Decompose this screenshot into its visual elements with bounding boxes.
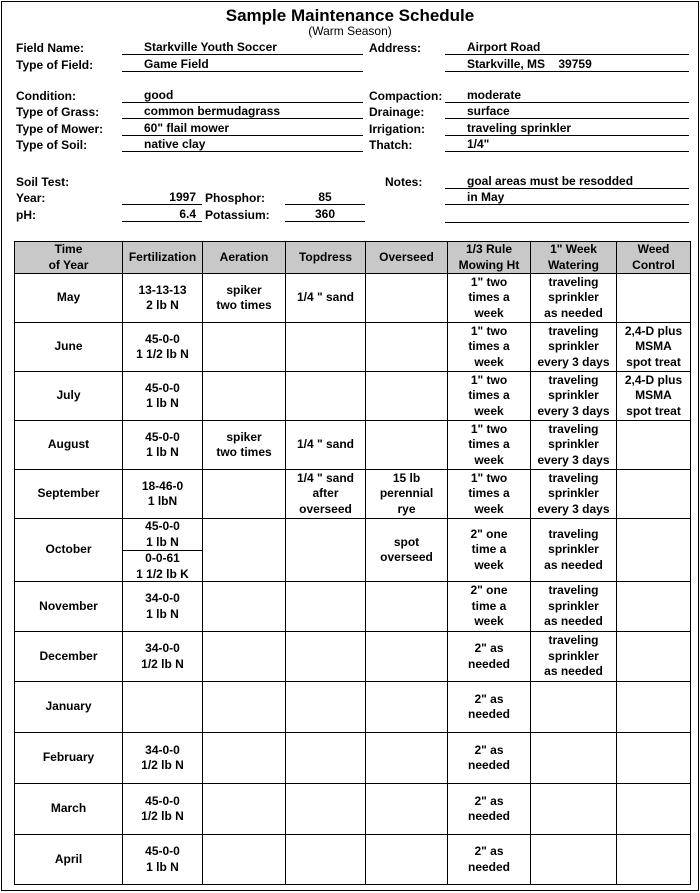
cell-month: July <box>15 372 123 421</box>
cell-mowing-height <box>448 470 531 519</box>
cell-mowing-height <box>448 519 531 582</box>
address-line1: Airport Road <box>445 40 689 55</box>
cell-topdress <box>286 323 366 372</box>
year-label: Year: <box>16 191 46 205</box>
cell-weed-control <box>617 470 691 519</box>
cell-weed-control <box>617 274 691 323</box>
mowing-height-text: 1" two times a week <box>468 274 510 320</box>
field-name-label: Field Name: <box>16 41 85 55</box>
cell-topdress <box>286 835 366 885</box>
cell-fertilization <box>123 784 203 835</box>
type-of-soil-label: Type of Soil: <box>16 138 88 152</box>
cell-month: January <box>15 682 123 733</box>
cell-aeration <box>203 632 286 682</box>
table-row <box>15 372 691 421</box>
mowing-height-text: 2" one time a week <box>470 583 508 629</box>
watering-text: traveling sprinkler every 3 days <box>537 421 610 467</box>
cell-watering <box>531 372 617 421</box>
cell-topdress <box>286 519 366 582</box>
cell-topdress <box>286 784 366 835</box>
table-row <box>15 323 691 372</box>
watering-text: traveling sprinkler as needed <box>544 583 603 629</box>
header-time-of-year: Time of Year <box>15 242 123 274</box>
cell-fertilization <box>123 519 203 582</box>
cell-weed-control <box>617 682 691 733</box>
fertilization-text: 34-0-0 1/2 lb N <box>141 742 184 772</box>
cell-topdress <box>286 733 366 784</box>
header-topdress: Topdress <box>286 242 366 274</box>
header-weed-control: Weed Control <box>617 242 691 274</box>
topdress-text: 1/4 " sand <box>296 437 355 452</box>
fertilization-text: 45-0-0 1/2 lb N <box>141 793 184 823</box>
page-title: Sample Maintenance Schedule <box>225 6 475 25</box>
cell-topdress <box>286 682 366 733</box>
cell-watering <box>531 682 617 733</box>
watering-text: traveling sprinkler as needed <box>544 526 603 572</box>
cell-month: March <box>15 784 123 835</box>
fertilization-text: 13-13-13 2 lb N <box>138 282 187 312</box>
table-row <box>15 582 691 632</box>
cell-watering <box>531 733 617 784</box>
cell-mowing-height <box>448 835 531 885</box>
fertilization-text: 34-0-0 1 lb N <box>145 591 180 621</box>
fertilization-text: 18-46-0 1 lbN <box>141 478 184 508</box>
drainage-value: surface <box>445 104 689 119</box>
cell-overseed <box>366 733 448 784</box>
cell-aeration <box>203 835 286 885</box>
type-of-mower-label: Type of Mower: <box>16 122 104 136</box>
compaction-label: Compaction: <box>369 89 443 103</box>
table-header-row <box>15 242 691 274</box>
watering-text: traveling sprinkler as needed <box>544 633 603 679</box>
type-of-soil-value: native clay <box>122 137 363 152</box>
cell-watering <box>531 274 617 323</box>
cell-watering <box>531 470 617 519</box>
header-overseed: Overseed <box>366 242 448 274</box>
cell-aeration <box>203 421 286 470</box>
cell-overseed <box>366 682 448 733</box>
cell-mowing-height <box>448 421 531 470</box>
cell-watering <box>531 784 617 835</box>
weed-control-text: 2,4-D plus MSMA spot treat <box>624 323 683 369</box>
cell-month: December <box>15 632 123 682</box>
table-row <box>15 632 691 682</box>
topdress-text: 1/4 " sand <box>296 290 355 305</box>
aeration-text: spiker two times <box>216 429 272 459</box>
type-of-mower-value: 60" flail mower <box>122 121 363 136</box>
fertilization-text: 45-0-0 1 lb N <box>145 519 180 549</box>
schedule-page <box>1 1 699 891</box>
cell-topdress <box>286 421 366 470</box>
cell-watering <box>531 323 617 372</box>
cell-weed-control <box>617 421 691 470</box>
header-watering: 1" Week Watering <box>531 242 617 274</box>
mowing-height-text: 1" two times a week <box>468 421 510 467</box>
cell-overseed <box>366 323 448 372</box>
cell-fertilization <box>123 632 203 682</box>
cell-topdress <box>286 582 366 632</box>
notes-line3 <box>445 221 689 223</box>
fertilization-text: 45-0-0 1 lb N <box>145 429 180 459</box>
overseed-text: 15 lb perennial rye <box>379 470 434 516</box>
ph-label: pH: <box>16 208 36 222</box>
mowing-height-text: 2" as needed <box>467 641 510 671</box>
cell-fertilization <box>123 835 203 885</box>
cell-aeration <box>203 372 286 421</box>
cell-aeration <box>203 519 286 582</box>
header-fertilization: Fertilization <box>123 242 203 274</box>
table-row <box>15 519 691 582</box>
cell-month: August <box>15 421 123 470</box>
mowing-height-text: 2" as needed <box>467 691 510 721</box>
cell-watering <box>531 582 617 632</box>
ph-value: 6.4 <box>122 207 202 222</box>
fertilization-text: 45-0-0 1 lb N <box>145 844 180 874</box>
cell-month: October <box>15 519 123 582</box>
compaction-value: moderate <box>445 88 689 103</box>
cell-mowing-height <box>448 582 531 632</box>
cell-weed-control <box>617 323 691 372</box>
cell-weed-control <box>617 519 691 582</box>
cell-weed-control <box>617 733 691 784</box>
cell-watering <box>531 421 617 470</box>
cell-topdress <box>286 632 366 682</box>
cell-overseed <box>366 372 448 421</box>
type-of-field-label: Type of Field: <box>16 58 94 72</box>
weed-control-text: 2,4-D plus MSMA spot treat <box>624 372 683 418</box>
soil-test-label: Soil Test: <box>16 175 70 189</box>
header-aeration: Aeration <box>203 242 286 274</box>
cell-overseed <box>366 582 448 632</box>
cell-fertilization <box>123 274 203 323</box>
cell-watering <box>531 632 617 682</box>
cell-aeration <box>203 274 286 323</box>
thatch-label: Thatch: <box>369 138 413 152</box>
cell-fertilization-part <box>123 519 202 551</box>
cell-overseed <box>366 274 448 323</box>
cell-overseed <box>366 470 448 519</box>
cell-fertilization <box>123 421 203 470</box>
mowing-height-text: 2" as needed <box>467 742 510 772</box>
mowing-height-text: 2" as needed <box>467 844 510 874</box>
cell-mowing-height <box>448 682 531 733</box>
cell-aeration <box>203 733 286 784</box>
cell-overseed <box>366 784 448 835</box>
mowing-height-text: 2" as needed <box>467 793 510 823</box>
watering-text: traveling sprinkler as needed <box>544 274 603 320</box>
page-subtitle: (Warm Season) <box>308 24 392 38</box>
type-of-grass-value: common bermudagrass <box>122 104 363 119</box>
notes-line2: in May <box>445 190 689 205</box>
cell-fertilization <box>123 470 203 519</box>
table-row <box>15 784 691 835</box>
mowing-height-text: 1" two times a week <box>468 372 510 418</box>
fertilization-text: 0-0-61 1 1/2 lb K <box>136 551 189 581</box>
cell-aeration <box>203 682 286 733</box>
address-line2: Starkville, MS 39759 <box>445 57 689 72</box>
thatch-value: 1/4" <box>445 137 689 152</box>
cell-month: June <box>15 323 123 372</box>
cell-fertilization <box>123 323 203 372</box>
cell-month: November <box>15 582 123 632</box>
cell-mowing-height <box>448 784 531 835</box>
address-label: Address: <box>369 41 422 55</box>
cell-fertilization <box>123 682 203 733</box>
cell-overseed <box>366 632 448 682</box>
cell-overseed <box>366 421 448 470</box>
cell-fertilization <box>123 733 203 784</box>
cell-mowing-height <box>448 632 531 682</box>
potassium-label: Potassium: <box>205 208 270 222</box>
cell-watering <box>531 835 617 885</box>
cell-aeration <box>203 784 286 835</box>
table-row <box>15 421 691 470</box>
notes-label: Notes: <box>385 175 423 189</box>
irrigation-label: Irrigation: <box>369 122 425 136</box>
cell-month: September <box>15 470 123 519</box>
watering-text: traveling sprinkler every 3 days <box>537 323 610 369</box>
cell-weed-control <box>617 372 691 421</box>
cell-topdress <box>286 470 366 519</box>
cell-month: April <box>15 835 123 885</box>
drainage-label: Drainage: <box>369 105 425 119</box>
cell-overseed <box>366 519 448 582</box>
type-of-field-value: Game Field <box>122 57 363 72</box>
cell-weed-control <box>617 784 691 835</box>
cell-month: February <box>15 733 123 784</box>
cell-weed-control <box>617 632 691 682</box>
mowing-height-text: 1" two times a week <box>468 470 510 516</box>
cell-fertilization-part <box>123 551 202 582</box>
cell-month: May <box>15 274 123 323</box>
table-row <box>15 470 691 519</box>
table-row <box>15 682 691 733</box>
table-row <box>15 733 691 784</box>
watering-text: traveling sprinkler every 3 days <box>537 470 610 516</box>
cell-weed-control <box>617 835 691 885</box>
overseed-text: spot overseed <box>380 534 433 564</box>
cell-aeration <box>203 323 286 372</box>
cell-topdress <box>286 372 366 421</box>
table-row <box>15 835 691 885</box>
fertilization-text: 45-0-0 1 1/2 lb N <box>136 331 189 361</box>
cell-overseed <box>366 835 448 885</box>
cell-fertilization <box>123 582 203 632</box>
type-of-grass-label: Type of Grass: <box>16 105 100 119</box>
maintenance-table <box>14 241 691 885</box>
notes-line1: goal areas must be resodded <box>445 174 689 189</box>
fertilization-text: 45-0-0 1 lb N <box>145 380 180 410</box>
topdress-text: 1/4 " sand after overseed <box>296 470 355 516</box>
cell-mowing-height <box>448 372 531 421</box>
potassium-value: 360 <box>285 207 365 222</box>
phosphor-value: 85 <box>285 190 365 205</box>
phosphor-label: Phosphor: <box>205 191 265 205</box>
condition-label: Condition: <box>16 89 76 103</box>
irrigation-value: traveling sprinkler <box>445 121 689 136</box>
header-mowing-height: 1/3 Rule Mowing Ht <box>448 242 531 274</box>
table-row <box>15 274 691 323</box>
cell-aeration <box>203 470 286 519</box>
aeration-text: spiker two times <box>216 282 272 312</box>
condition-value: good <box>122 88 363 103</box>
cell-topdress <box>286 274 366 323</box>
mowing-height-text: 1" two times a week <box>468 323 510 369</box>
cell-aeration <box>203 582 286 632</box>
cell-mowing-height <box>448 323 531 372</box>
year-value: 1997 <box>122 190 202 205</box>
cell-fertilization <box>123 372 203 421</box>
mowing-height-text: 2" one time a week <box>470 526 508 572</box>
fertilization-text: 34-0-0 1/2 lb N <box>141 641 184 671</box>
cell-weed-control <box>617 582 691 632</box>
cell-mowing-height <box>448 274 531 323</box>
cell-mowing-height <box>448 733 531 784</box>
watering-text: traveling sprinkler every 3 days <box>537 372 610 418</box>
field-name-value: Starkville Youth Soccer <box>122 40 363 55</box>
cell-watering <box>531 519 617 582</box>
